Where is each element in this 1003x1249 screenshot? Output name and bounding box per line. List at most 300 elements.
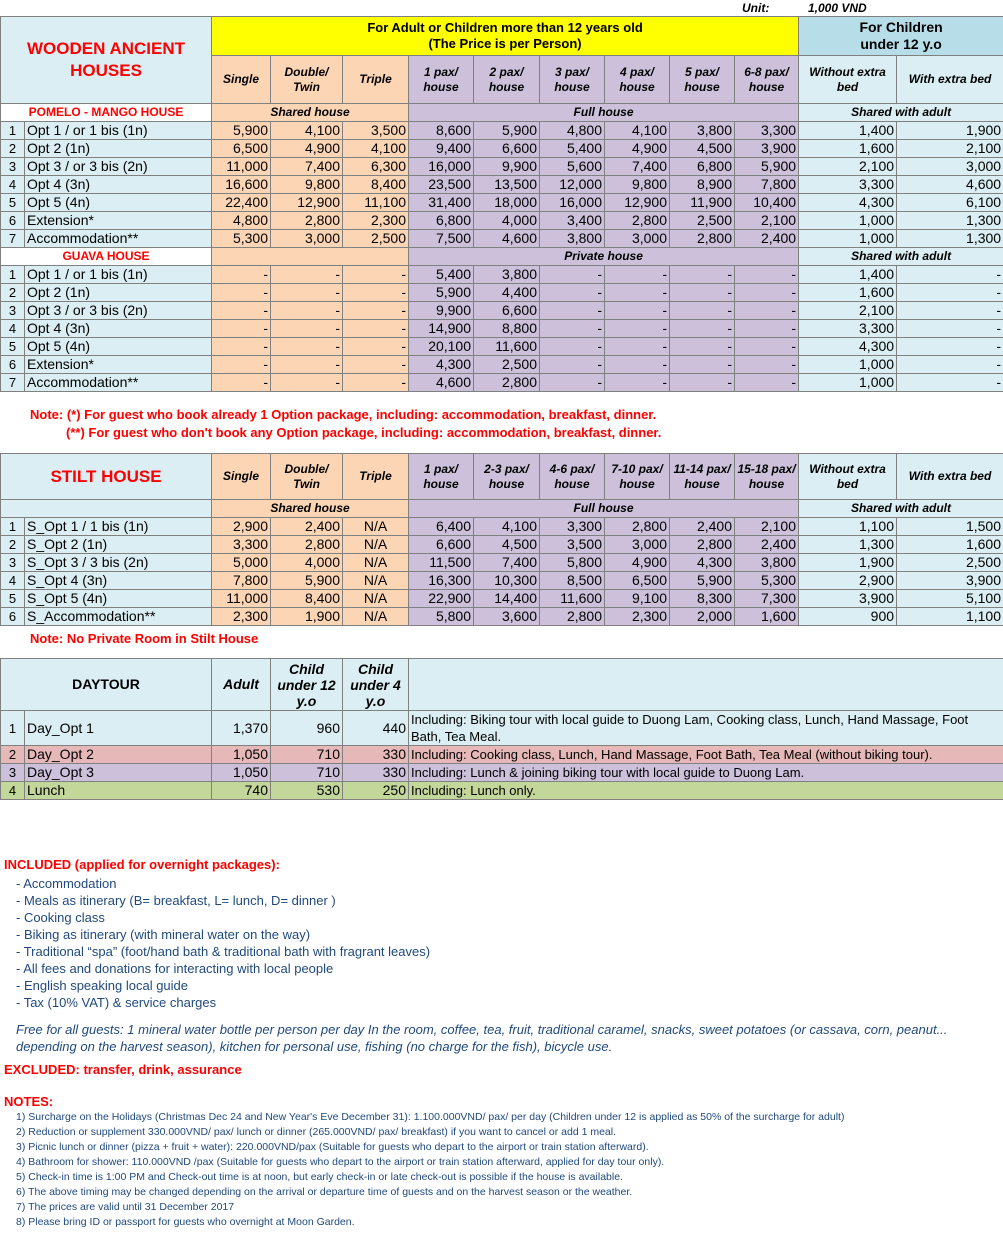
row-label: Extension* bbox=[25, 212, 212, 230]
price-cell: 3,800 bbox=[735, 554, 799, 572]
daytour-description: Including: Lunch & joining biking tour with local guide to Duong Lam. bbox=[409, 764, 1003, 782]
row-index: 5 bbox=[1, 194, 25, 212]
price-cell: 2,100 bbox=[735, 212, 799, 230]
row-index: 2 bbox=[1, 746, 25, 764]
child-shared-label: Shared with adult bbox=[799, 104, 1003, 122]
price-cell: - bbox=[735, 302, 799, 320]
price-cell: 1,900 bbox=[897, 122, 1003, 140]
column-header: 4-6 pax/ house bbox=[540, 454, 605, 500]
price-cell: - bbox=[343, 356, 409, 374]
price-cell: 2,100 bbox=[735, 518, 799, 536]
price-cell: 11,600 bbox=[540, 590, 605, 608]
price-cell: 14,900 bbox=[409, 320, 474, 338]
note-item: 5) Check-in time is 1:00 PM and Check-out time is at noon, but early check-in or late check-out is possible if the house is available. bbox=[16, 1171, 623, 1183]
row-label: Accommodation** bbox=[25, 230, 212, 248]
daytour-label: Day_Opt 3 bbox=[25, 764, 212, 782]
price-cell: 16,000 bbox=[540, 194, 605, 212]
shared-house-label: Shared house bbox=[212, 500, 409, 518]
price-cell: - bbox=[605, 284, 670, 302]
note-item: 8) Please bring ID or passport for guests who overnight at Moon Garden. bbox=[16, 1216, 355, 1228]
price-cell: 3,800 bbox=[540, 230, 605, 248]
price-cell: 1,500 bbox=[897, 518, 1003, 536]
price-cell: 3,500 bbox=[540, 536, 605, 554]
price-cell: - bbox=[670, 338, 735, 356]
price-cell: 1,300 bbox=[799, 536, 897, 554]
price-cell: 5,400 bbox=[409, 266, 474, 284]
price-cell: 2,100 bbox=[799, 158, 897, 176]
price-cell: - bbox=[271, 284, 343, 302]
column-header: Double/ Twin bbox=[271, 56, 343, 104]
stilt-house-table bbox=[0, 453, 1003, 626]
price-cell: - bbox=[343, 374, 409, 392]
price-cell: - bbox=[605, 374, 670, 392]
row-index: 3 bbox=[1, 302, 25, 320]
included-item: - Biking as itinerary (with mineral water on the way) bbox=[16, 927, 311, 942]
price-cell: 10,400 bbox=[735, 194, 799, 212]
price-cell: 14,400 bbox=[474, 590, 540, 608]
price-cell: 31,400 bbox=[409, 194, 474, 212]
note-item: 1) Surcharge on the Holidays (Christmas Dec 24 and New Year's Eve December 31): 1.100.000VND/ pax/ per day (Children under 12 is applied as 50% of the surcharge for adult) bbox=[16, 1111, 845, 1123]
included-item: - English speaking local guide bbox=[16, 978, 188, 993]
row-label: S_Opt 4 (3n) bbox=[25, 572, 212, 590]
house-name: POMELO - MANGO HOUSE bbox=[1, 104, 212, 122]
price-cell: 2,300 bbox=[343, 212, 409, 230]
price-cell: - bbox=[735, 284, 799, 302]
row-label: Opt 3 / or 3 bis (2n) bbox=[25, 302, 212, 320]
price-cell: - bbox=[271, 320, 343, 338]
price-cell: - bbox=[271, 356, 343, 374]
price-cell: 1,000 bbox=[799, 356, 897, 374]
price-cell: - bbox=[540, 266, 605, 284]
row-index: 3 bbox=[1, 554, 25, 572]
price-cell: 4,000 bbox=[271, 554, 343, 572]
price-cell: 2,800 bbox=[271, 536, 343, 554]
daytour-row bbox=[1, 746, 1003, 764]
price-cell: 4,600 bbox=[409, 374, 474, 392]
price-child-12: 710 bbox=[271, 746, 343, 764]
row-label: S_Opt 5 (4n) bbox=[25, 590, 212, 608]
table-row bbox=[1, 302, 1003, 320]
daytour-label: Lunch bbox=[25, 782, 212, 800]
price-cell: 7,500 bbox=[409, 230, 474, 248]
price-cell: 3,000 bbox=[897, 158, 1003, 176]
price-cell: 2,400 bbox=[735, 230, 799, 248]
price-adult: 1,050 bbox=[212, 746, 271, 764]
price-cell: 5,900 bbox=[271, 572, 343, 590]
price-cell: - bbox=[897, 266, 1003, 284]
row-index: 3 bbox=[1, 764, 25, 782]
price-cell: 1,100 bbox=[897, 608, 1003, 626]
excluded-line: EXCLUDED: transfer, drink, assurance bbox=[4, 1062, 242, 1077]
price-cell: 6,300 bbox=[343, 158, 409, 176]
price-cell: 5,800 bbox=[409, 608, 474, 626]
row-index: 7 bbox=[1, 374, 25, 392]
price-cell: 9,100 bbox=[605, 590, 670, 608]
row-label: S_Opt 2 (1n) bbox=[25, 536, 212, 554]
price-cell: - bbox=[212, 320, 271, 338]
price-cell: 9,900 bbox=[474, 158, 540, 176]
row-index: 6 bbox=[1, 608, 25, 626]
price-cell: - bbox=[735, 338, 799, 356]
included-item: - Accommodation bbox=[16, 876, 117, 891]
wooden-note-2: (**) For guest who don't book any Option package, including: accommodation, breakfast, dinner. bbox=[66, 425, 662, 440]
row-index: 2 bbox=[1, 536, 25, 554]
price-cell: 6,100 bbox=[897, 194, 1003, 212]
note-item: 7) The prices are valid until 31 December 2017 bbox=[16, 1201, 235, 1213]
price-cell: N/A bbox=[343, 518, 409, 536]
unit-row bbox=[720, 0, 1000, 16]
row-index: 1 bbox=[1, 266, 25, 284]
price-cell: - bbox=[271, 302, 343, 320]
row-label: Opt 1 / or 1 bis (1n) bbox=[25, 122, 212, 140]
table-row bbox=[1, 338, 1003, 356]
price-cell: - bbox=[540, 302, 605, 320]
table-row bbox=[1, 518, 1003, 536]
included-list bbox=[16, 875, 430, 1011]
price-cell: 2,900 bbox=[212, 518, 271, 536]
child-shared-label: Shared with adult bbox=[799, 248, 1003, 266]
table-row bbox=[1, 284, 1003, 302]
row-label: Opt 2 (1n) bbox=[25, 140, 212, 158]
price-cell: 4,800 bbox=[540, 122, 605, 140]
price-cell: 3,000 bbox=[605, 230, 670, 248]
row-index: 4 bbox=[1, 320, 25, 338]
row-label: Opt 5 (4n) bbox=[25, 338, 212, 356]
price-cell: 4,600 bbox=[897, 176, 1003, 194]
price-cell: 5,900 bbox=[212, 122, 271, 140]
price-cell: 4,300 bbox=[409, 356, 474, 374]
shared-house-label: Shared house bbox=[212, 104, 409, 122]
price-cell: 11,000 bbox=[212, 158, 271, 176]
table-row bbox=[1, 608, 1003, 626]
price-cell: 11,600 bbox=[474, 338, 540, 356]
price-cell: 3,300 bbox=[799, 320, 897, 338]
price-cell: - bbox=[605, 338, 670, 356]
price-cell: 23,500 bbox=[409, 176, 474, 194]
table-row bbox=[1, 230, 1003, 248]
note-item: 3) Picnic lunch or dinner (pizza + fruit + water): 220.000VND/pax (Suitable for guests who depart to the airport or train station afterward). bbox=[16, 1141, 649, 1153]
price-cell: 1,000 bbox=[799, 212, 897, 230]
price-cell: 8,300 bbox=[670, 590, 735, 608]
price-cell: - bbox=[605, 266, 670, 284]
row-label: Accommodation** bbox=[25, 374, 212, 392]
price-cell: 2,300 bbox=[212, 608, 271, 626]
price-cell: 8,400 bbox=[271, 590, 343, 608]
price-cell: 11,900 bbox=[670, 194, 735, 212]
price-cell: 5,800 bbox=[540, 554, 605, 572]
price-cell: 4,900 bbox=[271, 140, 343, 158]
price-cell: 11,500 bbox=[409, 554, 474, 572]
price-child-12: 960 bbox=[271, 711, 343, 746]
price-cell: 8,600 bbox=[409, 122, 474, 140]
column-header: Single bbox=[212, 56, 271, 104]
price-cell: 5,400 bbox=[540, 140, 605, 158]
price-cell: 4,500 bbox=[670, 140, 735, 158]
price-cell: 4,000 bbox=[474, 212, 540, 230]
daytour-title: DAYTOUR bbox=[1, 659, 212, 711]
price-adult: 1,370 bbox=[212, 711, 271, 746]
price-cell: N/A bbox=[343, 572, 409, 590]
price-cell: 1,600 bbox=[799, 284, 897, 302]
price-cell: - bbox=[271, 266, 343, 284]
price-cell: - bbox=[343, 338, 409, 356]
price-cell: 2,300 bbox=[605, 608, 670, 626]
table-row bbox=[1, 266, 1003, 284]
column-header: 1 pax/ house bbox=[409, 454, 474, 500]
row-index: 6 bbox=[1, 356, 25, 374]
price-cell: - bbox=[897, 320, 1003, 338]
column-header: 15-18 pax/ house bbox=[735, 454, 799, 500]
note-item: 4) Bathroom for shower: 110.000VND /pax (Suitable for guests who depart to the airport or train station afterward, applied for day tour only). bbox=[16, 1156, 665, 1168]
price-cell: 3,800 bbox=[670, 122, 735, 140]
column-header: Triple bbox=[343, 56, 409, 104]
price-cell: 2,500 bbox=[670, 212, 735, 230]
price-cell: - bbox=[897, 284, 1003, 302]
price-cell: 6,500 bbox=[605, 572, 670, 590]
price-cell: N/A bbox=[343, 608, 409, 626]
price-cell: 1,300 bbox=[897, 212, 1003, 230]
table-row bbox=[1, 356, 1003, 374]
empty-sub-cell bbox=[212, 248, 409, 266]
price-cell: 2,800 bbox=[670, 230, 735, 248]
column-header: With extra bed bbox=[897, 454, 1003, 500]
column-header: Without extra bed bbox=[799, 454, 897, 500]
adult-header: For Adult or Children more than 12 years old (The Price is per Person) bbox=[212, 17, 799, 56]
price-cell: 2,500 bbox=[474, 356, 540, 374]
price-cell: 3,000 bbox=[271, 230, 343, 248]
price-cell: 9,800 bbox=[605, 176, 670, 194]
price-cell: 1,900 bbox=[799, 554, 897, 572]
price-adult: 1,050 bbox=[212, 764, 271, 782]
price-cell: 6,400 bbox=[409, 518, 474, 536]
daytour-col-child12: Child under 12 y.o bbox=[271, 659, 343, 711]
price-cell: 5,900 bbox=[474, 122, 540, 140]
price-cell: 6,800 bbox=[409, 212, 474, 230]
price-cell: 16,600 bbox=[212, 176, 271, 194]
price-cell: - bbox=[605, 356, 670, 374]
price-cell: 1,600 bbox=[735, 608, 799, 626]
price-cell: - bbox=[343, 284, 409, 302]
price-cell: 6,600 bbox=[409, 536, 474, 554]
table-row bbox=[1, 320, 1003, 338]
price-cell: 1,400 bbox=[799, 122, 897, 140]
row-label: Opt 4 (3n) bbox=[25, 320, 212, 338]
price-cell: 7,800 bbox=[212, 572, 271, 590]
daytour-col-adult: Adult bbox=[212, 659, 271, 711]
row-label: S_Opt 1 / 1 bis (1n) bbox=[25, 518, 212, 536]
daytour-table bbox=[0, 658, 1003, 800]
price-cell: 1,600 bbox=[799, 140, 897, 158]
column-header: Triple bbox=[343, 454, 409, 500]
price-cell: - bbox=[897, 302, 1003, 320]
price-cell: 2,100 bbox=[897, 140, 1003, 158]
price-cell: 4,100 bbox=[343, 140, 409, 158]
table-row bbox=[1, 140, 1003, 158]
full-house-label: Full house bbox=[409, 104, 799, 122]
daytour-row bbox=[1, 764, 1003, 782]
price-cell: 8,500 bbox=[540, 572, 605, 590]
price-cell: 5,900 bbox=[735, 158, 799, 176]
price-cell: - bbox=[540, 374, 605, 392]
row-index: 4 bbox=[1, 176, 25, 194]
daytour-row bbox=[1, 711, 1003, 746]
table-row bbox=[1, 590, 1003, 608]
price-cell: 7,800 bbox=[735, 176, 799, 194]
price-cell: 2,500 bbox=[343, 230, 409, 248]
row-label: S_Opt 3 / 3 bis (2n) bbox=[25, 554, 212, 572]
price-cell: - bbox=[670, 302, 735, 320]
price-child-4: 250 bbox=[343, 782, 409, 800]
price-cell: - bbox=[670, 284, 735, 302]
table-row bbox=[1, 374, 1003, 392]
price-cell: 10,300 bbox=[474, 572, 540, 590]
daytour-row bbox=[1, 782, 1003, 800]
price-cell: 5,900 bbox=[670, 572, 735, 590]
row-label: Extension* bbox=[25, 356, 212, 374]
price-cell: 900 bbox=[799, 608, 897, 626]
wooden-note-1: Note: (*) For guest who book already 1 Option package, including: accommodation, breakfast, dinner. bbox=[30, 407, 657, 422]
price-cell: 7,400 bbox=[605, 158, 670, 176]
row-index: 4 bbox=[1, 782, 25, 800]
price-cell: - bbox=[271, 374, 343, 392]
table-row bbox=[1, 572, 1003, 590]
column-header: With extra bed bbox=[897, 56, 1003, 104]
child-header: For Children under 12 y.o bbox=[799, 17, 1003, 56]
price-cell: 2,800 bbox=[271, 212, 343, 230]
included-item: - All fees and donations for interacting with local people bbox=[16, 961, 334, 976]
price-cell: - bbox=[540, 320, 605, 338]
row-index: 5 bbox=[1, 338, 25, 356]
price-cell: 1,000 bbox=[799, 374, 897, 392]
column-header: 2-3 pax/ house bbox=[474, 454, 540, 500]
daytour-col-desc bbox=[409, 659, 1003, 711]
price-cell: 22,400 bbox=[212, 194, 271, 212]
price-cell: - bbox=[897, 338, 1003, 356]
price-cell: 1,900 bbox=[271, 608, 343, 626]
price-cell: 3,400 bbox=[540, 212, 605, 230]
column-header: 2 pax/ house bbox=[474, 56, 540, 104]
price-cell: N/A bbox=[343, 554, 409, 572]
price-cell: - bbox=[540, 338, 605, 356]
price-cell: - bbox=[212, 266, 271, 284]
price-cell: 2,800 bbox=[540, 608, 605, 626]
price-cell: 5,300 bbox=[212, 230, 271, 248]
price-cell: 6,600 bbox=[474, 302, 540, 320]
column-header: Single bbox=[212, 454, 271, 500]
price-cell: 2,400 bbox=[670, 518, 735, 536]
price-cell: 3,300 bbox=[540, 518, 605, 536]
row-index: 5 bbox=[1, 590, 25, 608]
price-cell: 2,800 bbox=[474, 374, 540, 392]
price-cell: - bbox=[343, 266, 409, 284]
price-cell: - bbox=[735, 374, 799, 392]
price-cell: - bbox=[271, 338, 343, 356]
price-cell: 8,400 bbox=[343, 176, 409, 194]
price-cell: - bbox=[897, 356, 1003, 374]
row-label: Opt 1 / or 1 bis (1n) bbox=[25, 266, 212, 284]
price-cell: 2,100 bbox=[799, 302, 897, 320]
price-cell: 22,900 bbox=[409, 590, 474, 608]
row-index: 3 bbox=[1, 158, 25, 176]
price-cell: 6,600 bbox=[474, 140, 540, 158]
price-cell: 8,900 bbox=[670, 176, 735, 194]
price-cell: 3,500 bbox=[343, 122, 409, 140]
price-cell: 9,900 bbox=[409, 302, 474, 320]
price-cell: 3,300 bbox=[735, 122, 799, 140]
empty-sub-cell bbox=[1, 500, 212, 518]
price-cell: 5,900 bbox=[409, 284, 474, 302]
column-header: 7-10 pax/ house bbox=[605, 454, 670, 500]
price-cell: 3,000 bbox=[605, 536, 670, 554]
row-label: Opt 2 (1n) bbox=[25, 284, 212, 302]
price-cell: - bbox=[605, 320, 670, 338]
price-cell: 13,500 bbox=[474, 176, 540, 194]
price-cell: - bbox=[735, 356, 799, 374]
price-cell: - bbox=[897, 374, 1003, 392]
row-index: 4 bbox=[1, 572, 25, 590]
included-item: - Tax (10% VAT) & service charges bbox=[16, 995, 217, 1010]
unit-label: Unit: bbox=[742, 1, 770, 15]
price-cell: - bbox=[605, 302, 670, 320]
price-cell: 1,600 bbox=[897, 536, 1003, 554]
wooden-houses-table bbox=[0, 16, 1003, 392]
price-cell: 4,100 bbox=[474, 518, 540, 536]
price-cell: - bbox=[212, 374, 271, 392]
price-cell: 5,300 bbox=[735, 572, 799, 590]
price-cell: 1,400 bbox=[799, 266, 897, 284]
price-cell: - bbox=[343, 320, 409, 338]
price-cell: 4,100 bbox=[605, 122, 670, 140]
price-cell: 11,000 bbox=[212, 590, 271, 608]
row-label: Opt 4 (3n) bbox=[25, 176, 212, 194]
price-cell: - bbox=[212, 338, 271, 356]
included-heading: INCLUDED (applied for overnight packages): bbox=[4, 857, 280, 872]
stilt-title: STILT HOUSE bbox=[1, 454, 212, 500]
row-index: 1 bbox=[1, 122, 25, 140]
column-header: Without extra bed bbox=[799, 56, 897, 104]
price-cell: 2,000 bbox=[670, 608, 735, 626]
price-cell: 16,000 bbox=[409, 158, 474, 176]
note-item: 2) Reduction or supplement 330.000VND/ pax/ lunch or dinner (265.000VND/ pax/ breakfast) if you want to cancel or add 1 meal. bbox=[16, 1126, 617, 1138]
notes-list bbox=[16, 1110, 844, 1230]
row-index: 7 bbox=[1, 230, 25, 248]
price-cell: 4,500 bbox=[474, 536, 540, 554]
row-index: 1 bbox=[1, 518, 25, 536]
price-cell: 12,900 bbox=[605, 194, 670, 212]
price-cell: 1,100 bbox=[799, 518, 897, 536]
price-child-4: 330 bbox=[343, 746, 409, 764]
price-cell: 3,800 bbox=[474, 266, 540, 284]
price-cell: 2,900 bbox=[799, 572, 897, 590]
price-child-12: 530 bbox=[271, 782, 343, 800]
price-cell: 3,900 bbox=[799, 590, 897, 608]
price-cell: 20,100 bbox=[409, 338, 474, 356]
daytour-col-child4: Child under 4 y.o bbox=[343, 659, 409, 711]
daytour-description: Including: Cooking class, Lunch, Hand Massage, Foot Bath, Tea Meal (without biking tour). bbox=[409, 746, 1003, 764]
unit-value: 1,000 VND bbox=[808, 1, 867, 15]
price-cell: 9,400 bbox=[409, 140, 474, 158]
price-cell: 16,300 bbox=[409, 572, 474, 590]
price-cell: 2,400 bbox=[271, 518, 343, 536]
stilt-note: Note: No Private Room in Stilt House bbox=[30, 631, 259, 646]
row-index: 1 bbox=[1, 711, 25, 746]
price-cell: - bbox=[670, 266, 735, 284]
price-cell: - bbox=[212, 302, 271, 320]
price-child-12: 710 bbox=[271, 764, 343, 782]
column-header: 4 pax/ house bbox=[605, 56, 670, 104]
price-cell: 12,900 bbox=[271, 194, 343, 212]
price-cell: - bbox=[212, 356, 271, 374]
